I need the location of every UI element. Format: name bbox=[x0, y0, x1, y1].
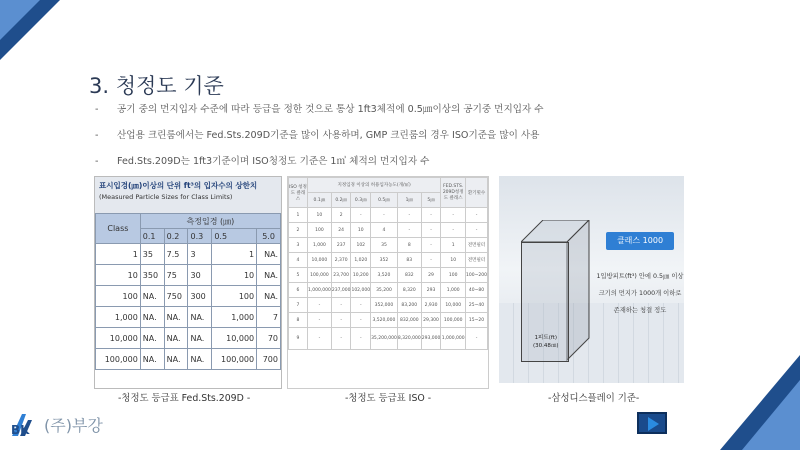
table-row bbox=[289, 283, 488, 298]
table-cell: 237 bbox=[331, 238, 351, 253]
size-header-cell: 0.5 bbox=[212, 229, 257, 244]
iso-size-header-cell: 0.3㎛ bbox=[351, 193, 371, 208]
table-cell: 102 bbox=[351, 238, 371, 253]
table-cell: 4 bbox=[371, 223, 398, 238]
table-cell: - bbox=[351, 208, 371, 223]
table-cell: 1,000 bbox=[441, 283, 466, 298]
caption-fed-std: -청정도 등급표 Fed.Sts.209D - bbox=[118, 393, 251, 404]
table-cell: 8 bbox=[289, 313, 308, 328]
cube-side-icon bbox=[566, 220, 590, 362]
table-cell: 100,000 bbox=[212, 349, 257, 370]
table-cell: 6 bbox=[289, 283, 308, 298]
table-cell: 350 bbox=[140, 265, 164, 286]
fed-std-table-image bbox=[94, 176, 282, 389]
table-cell: NA. bbox=[188, 307, 212, 328]
iso-size-header-cell: 5㎛ bbox=[421, 193, 441, 208]
table-cell: NA. bbox=[188, 349, 212, 370]
bullet-item: - Fed.Sts.209D는 1ft3기준이며 ISO청정도 기준은 1㎥ 체적의 먼지입자 수 bbox=[95, 156, 430, 167]
table-cell: 1,000,000 bbox=[441, 328, 466, 350]
table-cell: 29 bbox=[421, 268, 441, 283]
iso-size-header-cell: 0.1㎛ bbox=[307, 193, 331, 208]
table-cell: 100,000 bbox=[441, 313, 466, 328]
bullet-marker: - bbox=[95, 156, 99, 167]
bullet-item: - 공기 중의 먼지입자 수준에 따라 등급을 정한 것으로 통상 1ft3체적에 0.5㎛이상의 공기중 먼지입자 수 bbox=[95, 104, 544, 115]
table-cell: - bbox=[371, 208, 398, 223]
svg-text:BK: BK bbox=[11, 423, 30, 437]
bullet-list bbox=[95, 103, 544, 181]
table-cell: 5 bbox=[289, 268, 308, 283]
table-cell: 100 bbox=[307, 223, 331, 238]
table-cell: 8,320 bbox=[397, 283, 421, 298]
table-cell: 10,000 bbox=[212, 328, 257, 349]
table-cell: 35,200,000 bbox=[371, 328, 398, 350]
table-cell: 7 bbox=[257, 307, 281, 328]
table-cell: 3 bbox=[188, 244, 212, 265]
table-cell: 40~80 bbox=[466, 283, 488, 298]
table-cell: 832 bbox=[397, 268, 421, 283]
table-cell: 1,020 bbox=[351, 253, 371, 268]
table-row bbox=[96, 244, 281, 265]
table-cell: - bbox=[351, 313, 371, 328]
table-cell: 10 bbox=[441, 253, 466, 268]
table-cell: 102,000 bbox=[351, 283, 371, 298]
next-slide-button[interactable] bbox=[637, 412, 667, 434]
table-cell: 100 bbox=[212, 286, 257, 307]
size-header-cell: 0.1 bbox=[140, 229, 164, 244]
table-cell: 100 bbox=[441, 268, 466, 283]
table-cell: 352 bbox=[371, 253, 398, 268]
table-cell: - bbox=[441, 223, 466, 238]
table-cell: NA. bbox=[140, 349, 164, 370]
table-cell: - bbox=[421, 208, 441, 223]
table-cell: NA. bbox=[257, 286, 281, 307]
size-header-cell: 5.0 bbox=[257, 229, 281, 244]
table-cell: 24 bbox=[331, 223, 351, 238]
table-row bbox=[289, 268, 488, 283]
table-cell: 70 bbox=[257, 328, 281, 349]
table-cell: NA. bbox=[140, 307, 164, 328]
caption-iso: -청정도 등급표 ISO - bbox=[345, 393, 432, 404]
table-row bbox=[289, 238, 488, 253]
table-cell: 35 bbox=[371, 238, 398, 253]
table-cell: 7 bbox=[289, 298, 308, 313]
table-cell: - bbox=[397, 223, 421, 238]
table-cell: 25~40 bbox=[466, 298, 488, 313]
table-cell: 10 bbox=[307, 208, 331, 223]
table-row bbox=[289, 298, 488, 313]
table-cell: 10,000 bbox=[96, 328, 141, 349]
table-cell: 35 bbox=[140, 244, 164, 265]
iso-size-header-cell: 0.5㎛ bbox=[371, 193, 398, 208]
fed-std-table-subtitle: (Measured Particle Sizes for Class Limits) bbox=[99, 193, 233, 201]
fed-std-table-title: 표시입경(㎛)이상의 단위 ft³의 입자수의 상한치 bbox=[99, 181, 258, 190]
table-cell: 29,300 bbox=[421, 313, 441, 328]
fed-class-header: FED.STS. 209D청정도 클래스 bbox=[441, 178, 466, 208]
table-cell: 1 bbox=[441, 238, 466, 253]
table-cell: 35,200 bbox=[371, 283, 398, 298]
size-header-cell: 0.2 bbox=[164, 229, 188, 244]
class-badge: 클래스 1000 bbox=[606, 232, 674, 250]
table-cell: 1,000 bbox=[307, 238, 331, 253]
table-cell: 23,700 bbox=[331, 268, 351, 283]
table-cell: - bbox=[421, 223, 441, 238]
table-cell: 75 bbox=[164, 265, 188, 286]
table-cell: - bbox=[421, 238, 441, 253]
table-row bbox=[96, 286, 281, 307]
table-cell: 3,520,000 bbox=[371, 313, 398, 328]
company-logo-icon bbox=[10, 412, 38, 438]
play-arrow-icon bbox=[648, 417, 659, 431]
iso-class-header: ISO 청정도 클래스 bbox=[289, 178, 308, 208]
table-cell: 100,000 bbox=[96, 349, 141, 370]
iso-size-header-cell: 0.2㎛ bbox=[331, 193, 351, 208]
table-cell: 700 bbox=[257, 349, 281, 370]
table-cell: 10 bbox=[351, 223, 371, 238]
table-cell: 293 bbox=[421, 283, 441, 298]
size-header-cell: 0.3 bbox=[188, 229, 212, 244]
corner-decoration-bottom-right-inner bbox=[742, 380, 800, 450]
table-row bbox=[96, 265, 281, 286]
table-cell: 750 bbox=[164, 286, 188, 307]
table-row bbox=[289, 313, 488, 328]
iso-limits-header: 지정입경 이상의 허용입자농도(개/㎥) bbox=[307, 178, 440, 193]
table-cell: 2 bbox=[289, 223, 308, 238]
table-cell: 1 bbox=[212, 244, 257, 265]
table-cell: NA. bbox=[164, 307, 188, 328]
table-cell: - bbox=[466, 223, 488, 238]
table-cell: 352,000 bbox=[371, 298, 398, 313]
table-cell: NA. bbox=[257, 244, 281, 265]
table-cell: 8 bbox=[397, 238, 421, 253]
bullet-marker: - bbox=[95, 130, 99, 141]
table-cell: NA. bbox=[257, 265, 281, 286]
table-cell: 4 bbox=[289, 253, 308, 268]
table-cell: 2 bbox=[331, 208, 351, 223]
table-cell: - bbox=[331, 313, 351, 328]
table-cell: - bbox=[307, 298, 331, 313]
table-row bbox=[96, 328, 281, 349]
table-cell: - bbox=[351, 298, 371, 313]
table-row bbox=[96, 349, 281, 370]
table-cell: - bbox=[466, 328, 488, 350]
table-cell: 1,000 bbox=[212, 307, 257, 328]
table-cell: NA. bbox=[164, 349, 188, 370]
dimension-label: 1피트(ft) (30.48㎝) bbox=[533, 335, 559, 349]
table-cell: NA. bbox=[140, 286, 164, 307]
table-cell: 83,200 bbox=[397, 298, 421, 313]
table-cell: 3 bbox=[289, 238, 308, 253]
table-cell: 10,000 bbox=[307, 253, 331, 268]
table-cell: 전면필터 bbox=[466, 238, 488, 253]
table-cell: - bbox=[441, 208, 466, 223]
cleanroom-description: 1입방피트(ft³) 안에 0.5㎛ 이상 크기의 먼지가 1000개 이하로 존재하는 청결 정도 bbox=[596, 273, 684, 314]
table-cell: 15~20 bbox=[466, 313, 488, 328]
table-cell: 2,930 bbox=[421, 298, 441, 313]
table-cell: 83 bbox=[397, 253, 421, 268]
fed-std-table bbox=[95, 213, 281, 370]
table-cell: 10,200 bbox=[351, 268, 371, 283]
table-cell: 2,370 bbox=[331, 253, 351, 268]
bullet-item: - 산업용 크린룸에서는 Fed.Sts.209D기준을 많이 사용하며, GMP 크린룸의 경우 ISO기준을 많이 사용 bbox=[95, 130, 540, 141]
slide-title: 3. 청정도 기준 bbox=[89, 74, 224, 98]
table-cell: 10 bbox=[96, 265, 141, 286]
table-cell: - bbox=[331, 298, 351, 313]
iso-table bbox=[288, 177, 488, 350]
table-cell: 1,000,000 bbox=[307, 283, 331, 298]
table-row bbox=[289, 223, 488, 238]
table-row bbox=[96, 307, 281, 328]
table-cell: NA. bbox=[188, 328, 212, 349]
table-cell: - bbox=[466, 208, 488, 223]
class-column-header: Class bbox=[96, 214, 141, 244]
table-row bbox=[289, 328, 488, 350]
caption-samsung: -삼성디스플레이 기준- bbox=[548, 393, 640, 404]
table-cell: 8,320,000 bbox=[397, 328, 421, 350]
table-cell: NA. bbox=[164, 328, 188, 349]
company-name: (주)부강 bbox=[44, 416, 103, 435]
iso-size-header-cell: 1㎛ bbox=[397, 193, 421, 208]
table-cell: - bbox=[307, 313, 331, 328]
air-change-header: 환기횟수 bbox=[466, 178, 488, 208]
table-cell: 293,000 bbox=[421, 328, 441, 350]
table-cell: 10,000 bbox=[441, 298, 466, 313]
cleanroom-illustration bbox=[499, 176, 684, 383]
table-cell: - bbox=[331, 328, 351, 350]
table-cell: 3,520 bbox=[371, 268, 398, 283]
table-cell: NA. bbox=[140, 328, 164, 349]
table-cell: 832,000 bbox=[397, 313, 421, 328]
table-cell: 1 bbox=[96, 244, 141, 265]
fed-std-table-header bbox=[95, 177, 281, 213]
table-cell: 전면필터 bbox=[466, 253, 488, 268]
corner-decoration-top-left-inner bbox=[0, 0, 40, 40]
table-cell: - bbox=[351, 328, 371, 350]
table-cell: 1,000 bbox=[96, 307, 141, 328]
iso-table-image bbox=[287, 176, 489, 389]
table-cell: - bbox=[307, 328, 331, 350]
table-cell: 237,000 bbox=[331, 283, 351, 298]
table-cell: 1 bbox=[289, 208, 308, 223]
table-cell: - bbox=[421, 253, 441, 268]
table-cell: 100~200 bbox=[466, 268, 488, 283]
table-cell: 7.5 bbox=[164, 244, 188, 265]
table-cell: 300 bbox=[188, 286, 212, 307]
size-column-header: 측정입경 (㎛) bbox=[140, 214, 280, 229]
table-cell: 30 bbox=[188, 265, 212, 286]
table-row bbox=[289, 208, 488, 223]
bullet-marker: - bbox=[95, 104, 99, 115]
table-cell: 100,000 bbox=[307, 268, 331, 283]
table-cell: 100 bbox=[96, 286, 141, 307]
table-row bbox=[289, 253, 488, 268]
table-cell: 9 bbox=[289, 328, 308, 350]
table-cell: - bbox=[397, 208, 421, 223]
table-cell: 10 bbox=[212, 265, 257, 286]
